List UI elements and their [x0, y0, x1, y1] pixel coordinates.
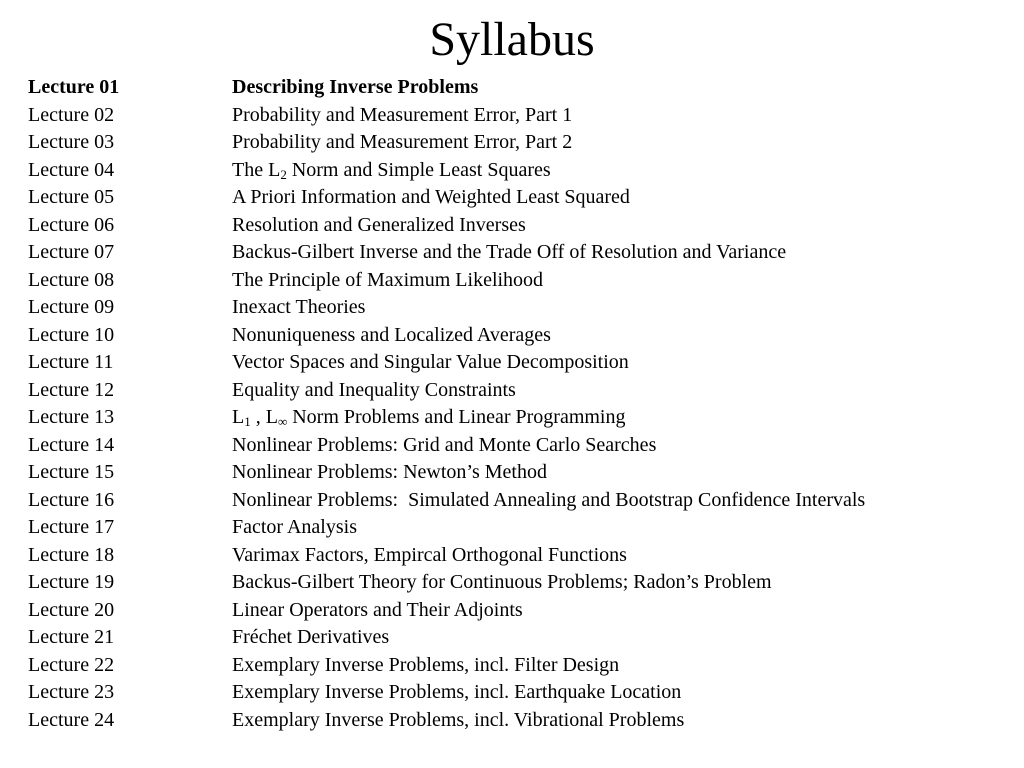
topic-text: , L — [250, 406, 278, 428]
lecture-row-21 — [28, 624, 1018, 652]
lecture-number: Lecture 01 — [28, 76, 120, 98]
lecture-number: Lecture 04 — [28, 158, 115, 181]
lecture-row-06 — [28, 212, 1018, 240]
lecture-row-04 — [28, 157, 1018, 185]
subscript: 1 — [244, 414, 251, 429]
lecture-number: Lecture 06 — [28, 213, 115, 236]
lecture-topic: Nonlinear Problems: Simulated Annealing and Bootstrap Confidence Intervals — [232, 488, 866, 511]
lecture-topic: Exemplary Inverse Problems, incl. Filter Design — [232, 653, 620, 676]
topic-text: Norm and Simple Least Squares — [286, 158, 551, 181]
lecture-topic — [232, 404, 626, 431]
lecture-topic: Exemplary Inverse Problems, incl. Earthquake Location — [232, 681, 682, 703]
lecture-topic: Backus-Gilbert Inverse and the Trade Off of Resolution and Variance — [232, 241, 787, 263]
topic-text: The L — [232, 158, 281, 181]
lecture-topic: Describing Inverse Problems — [232, 76, 479, 98]
lecture-row-22 — [28, 652, 1018, 680]
lecture-topic: Probability and Measurement Error, Part 1 — [232, 103, 573, 126]
lecture-number: Lecture 16 — [28, 488, 115, 511]
page-title: Syllabus — [429, 13, 595, 66]
topic-text: Norm Problems and Linear Programming — [287, 406, 626, 428]
lecture-number: Lecture 11 — [28, 351, 114, 373]
lecture-number: Lecture 09 — [28, 296, 115, 318]
lecture-number: Lecture 10 — [28, 323, 115, 346]
lecture-topic: A Priori Information and Weighted Least Squared — [232, 186, 630, 208]
lecture-topic: Nonuniqueness and Localized Averages — [232, 323, 551, 346]
lecture-row-23 — [28, 679, 1018, 707]
lecture-number: Lecture 13 — [28, 406, 115, 428]
lecture-topic: Exemplary Inverse Problems, incl. Vibrational Problems — [232, 708, 685, 731]
lecture-number: Lecture 03 — [28, 131, 115, 153]
lecture-list — [28, 74, 1018, 734]
lecture-number: Lecture 05 — [28, 186, 115, 208]
lecture-number: Lecture 24 — [28, 708, 115, 731]
lecture-topic: Backus-Gilbert Theory for Continuous Problems; Radon’s Problem — [232, 571, 772, 593]
lecture-row-02 — [28, 102, 1018, 130]
lecture-number: Lecture 22 — [28, 653, 115, 676]
lecture-number: Lecture 15 — [28, 461, 115, 483]
lecture-row-12 — [28, 377, 1018, 405]
topic-text: L — [232, 406, 245, 428]
lecture-row-20 — [28, 597, 1018, 625]
lecture-number: Lecture 21 — [28, 626, 115, 648]
lecture-row-13 — [28, 404, 1018, 432]
lecture-row-18 — [28, 542, 1018, 570]
lecture-row-10 — [28, 322, 1018, 350]
lecture-number: Lecture 17 — [28, 516, 115, 538]
lecture-topic: Fréchet Derivatives — [232, 626, 390, 648]
lecture-topic: Factor Analysis — [232, 516, 357, 538]
lecture-topic: Nonlinear Problems: Grid and Monte Carlo Searches — [232, 433, 657, 456]
lecture-row-01 — [28, 74, 1018, 102]
lecture-row-07 — [28, 239, 1018, 267]
lecture-row-24 — [28, 707, 1018, 735]
lecture-row-05 — [28, 184, 1018, 212]
lecture-topic: Linear Operators and Their Adjoints — [232, 598, 523, 621]
subscript: ∞ — [277, 414, 288, 429]
lecture-topic: Nonlinear Problems: Newton’s Method — [232, 461, 547, 483]
lecture-topic: Resolution and Generalized Inverses — [232, 213, 526, 236]
lecture-row-15 — [28, 459, 1018, 487]
lecture-number: Lecture 20 — [28, 598, 115, 621]
lecture-number: Lecture 19 — [28, 571, 115, 593]
lecture-number: Lecture 23 — [28, 681, 115, 703]
lecture-row-17 — [28, 514, 1018, 542]
lecture-number: Lecture 02 — [28, 103, 115, 126]
lecture-topic: Probability and Measurement Error, Part 2 — [232, 131, 573, 153]
lecture-number: Lecture 12 — [28, 378, 115, 401]
lecture-row-16 — [28, 487, 1018, 515]
lecture-number: Lecture 07 — [28, 241, 115, 263]
lecture-row-03 — [28, 129, 1018, 157]
lecture-row-08 — [28, 267, 1018, 295]
lecture-topic — [232, 157, 551, 184]
lecture-number: Lecture 14 — [28, 433, 115, 456]
lecture-topic: Varimax Factors, Empircal Orthogonal Functions — [232, 543, 627, 566]
lecture-number: Lecture 08 — [28, 268, 115, 291]
lecture-topic: Equality and Inequality Constraints — [232, 378, 516, 401]
lecture-topic: Inexact Theories — [232, 296, 366, 318]
lecture-row-11 — [28, 349, 1018, 377]
lecture-number: Lecture 18 — [28, 543, 115, 566]
lecture-topic: Vector Spaces and Singular Value Decomposition — [232, 351, 629, 373]
lecture-topic: The Principle of Maximum Likelihood — [232, 268, 544, 291]
lecture-row-09 — [28, 294, 1018, 322]
lecture-row-19 — [28, 569, 1018, 597]
subscript: 2 — [280, 166, 287, 182]
lecture-row-14 — [28, 432, 1018, 460]
